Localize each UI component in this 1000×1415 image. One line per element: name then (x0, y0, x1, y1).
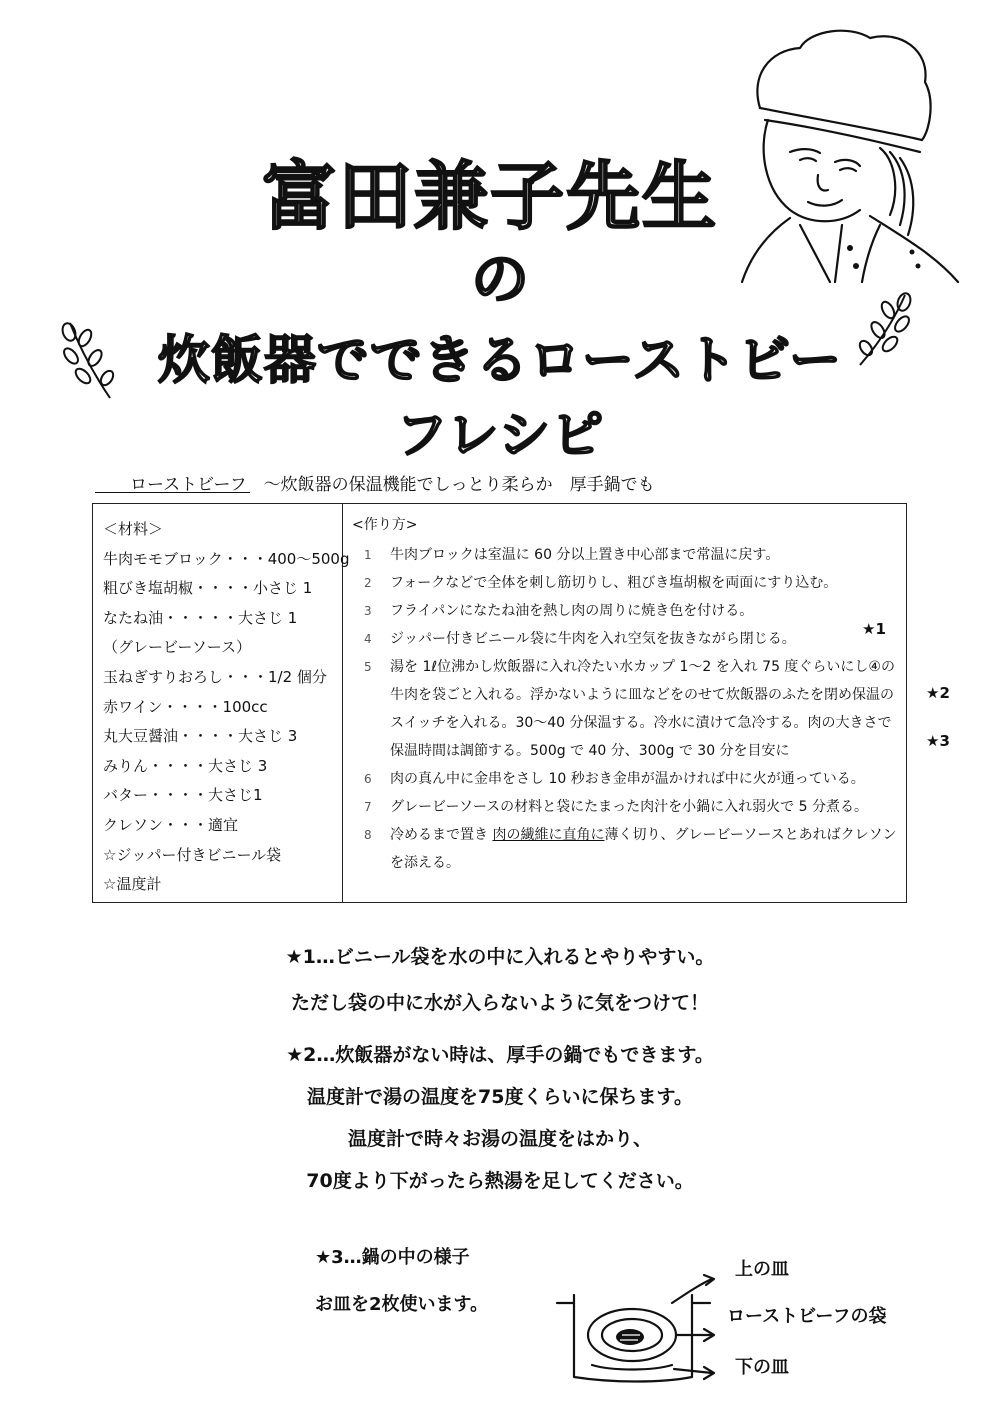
footnote-mark-1: ★1 (862, 620, 886, 638)
pot-diagram-illustration (552, 1265, 727, 1390)
method-step (352, 625, 900, 653)
step-text: フォークなどで全体を刺し筋切りし、粗びき塩胡椒を両面にすり込む。 (390, 575, 838, 591)
method-step (352, 821, 900, 877)
step-number: 6 (364, 772, 372, 786)
step-number: 5 (364, 660, 372, 674)
step-text: 肉の真ん中に金串をさし 10 秒おき金串が温かければ中に火が通っている。 (390, 771, 865, 787)
step-text: ジッパー付きビニール袋に牛肉を入れ空気を抜きながら閉じる。 (390, 631, 796, 647)
ingredient-item: 丸大豆醤油・・・・大さじ 3 (103, 727, 298, 746)
page-subtitle: 炊飯器でできるローストビーフレシピ (157, 331, 843, 466)
method-step (352, 569, 900, 597)
step-number: 2 (364, 576, 372, 590)
method-step (352, 541, 900, 569)
ingredient-item: （グレービーソース） (103, 638, 252, 657)
method-step (352, 765, 900, 793)
chef-portrait-illustration (730, 20, 960, 285)
ingredient-item: 玉ねぎすりおろし・・・1/2 個分 (103, 667, 327, 686)
method-step (352, 653, 900, 765)
subtitle-underline (95, 492, 250, 493)
method-column (352, 513, 900, 877)
step-number: 3 (364, 604, 372, 618)
note-3-line-2: お皿を2枚使います。 (315, 1294, 489, 1315)
note-1-line-1: ★1…ビニール袋を水の中に入れるとやりやすい。 (285, 946, 715, 968)
label-top-plate: 上の皿 (735, 1259, 789, 1280)
step-text (390, 821, 900, 877)
ingredient-item: ☆温度計 (103, 875, 162, 894)
note-2-line-2: 温度計で湯の温度を75度くらいに保ちます。 (307, 1086, 693, 1108)
step-number: 7 (364, 800, 372, 814)
method-step (352, 597, 900, 625)
page-title: 富田兼子先生 (262, 154, 718, 240)
step-number: 1 (364, 548, 372, 562)
step-text: フライパンになたね油を熱し肉の周りに焼き色を付ける。 (390, 603, 754, 619)
note-2-line-4: 70度より下がったら熱湯を足してください。 (306, 1170, 694, 1192)
title-connector: の (470, 245, 529, 313)
step-text-part: 薄く切り、グレービーソースとあればクレソンを添える。 (390, 827, 897, 871)
method-title: <作り方> (352, 517, 418, 533)
recipe-subtitle: ローストビーフ 〜炊飯器の保温機能でしっとり柔らか 厚手鍋でも (130, 475, 655, 495)
ingredient-item: クレソン・・・適宜 (103, 815, 239, 834)
note-2-line-1: ★2…炊飯器がない時は、厚手の鍋でもできます。 (286, 1044, 714, 1066)
leaf-sprig-left-icon (55, 318, 125, 403)
ingredients-column (103, 515, 350, 900)
ingredient-item: 牛肉モモブロック・・・400〜500g (103, 549, 350, 568)
step-text: グレービーソースの材料と袋にたまった肉汁を小鍋に入れ弱火で 5 分煮る。 (390, 799, 868, 815)
step-text: 牛肉ブロックは室温に 60 分以上置き中心部まで常温に戻す。 (390, 547, 780, 563)
note-3-line-1: ★3…鍋の中の様子 (315, 1247, 470, 1268)
note-1-line-2: ただし袋の中に水が入らないように気をつけて！ (290, 992, 709, 1014)
label-bottom-plate: 下の皿 (735, 1357, 789, 1378)
method-step (352, 793, 900, 821)
leaf-sprig-right-icon (850, 290, 915, 370)
step-text-part: 冷めるまで置き (390, 827, 493, 843)
ingredient-item: ☆ジッパー付きビニール袋 (103, 845, 282, 864)
step-text: 湯を 1ℓ位沸かし炊飯器に入れ冷たい水カップ 1〜2 を入れ 75 度ぐらいにし④の牛肉を袋ごと入れる。浮かないように皿などをのせて炊飯器のふたを閉め保温のスイッチを入れる。30〜40 分保温する。冷水に漬けて急冷する。肉の大きさで保温時間は調節する。500g で 40 分、300g で 30 分を目安に (390, 659, 895, 759)
ingredient-item: 赤ワイン・・・・100cc (103, 697, 268, 716)
footnote-mark-3: ★3 (926, 732, 950, 750)
ingredient-item: なたね油・・・・・大さじ 1 (103, 608, 298, 627)
ingredient-item: バター・・・・大さじ1 (103, 786, 263, 805)
step-number: 4 (364, 632, 372, 646)
note-2-line-3: 温度計で時々お湯の温度をはかり、 (347, 1128, 652, 1150)
footnote-mark-2: ★2 (926, 684, 950, 702)
step-text-underlined: 肉の繊維に直角に (492, 827, 605, 843)
ingredient-item: 粗びき塩胡椒・・・・小さじ 1 (103, 579, 313, 598)
ingredient-item: みりん・・・・大さじ 3 (103, 756, 268, 775)
label-roast-beef-bag: ローストビーフの袋 (727, 1306, 887, 1327)
step-number: 8 (364, 828, 372, 842)
ingredients-title: ＜材料＞ (103, 520, 164, 538)
